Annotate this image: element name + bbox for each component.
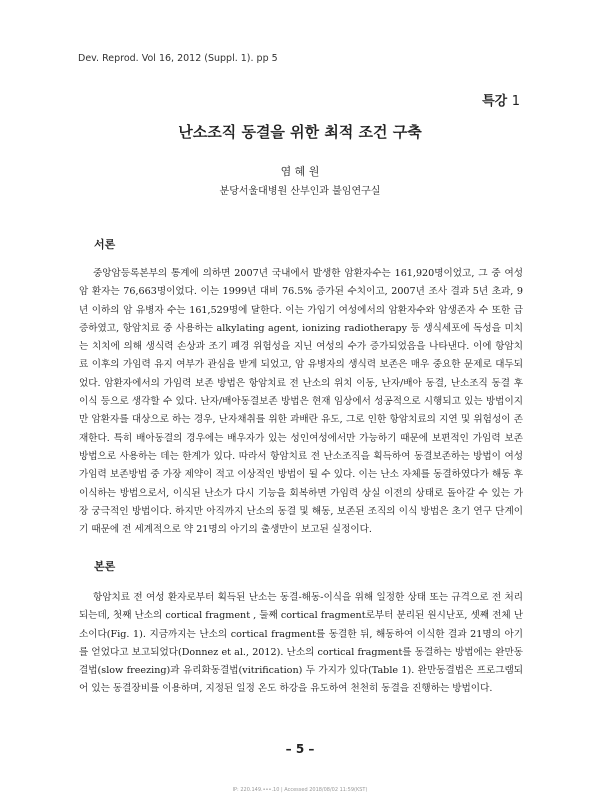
author-affiliation: 분당서울대병원 산부인과 불임연구실 bbox=[219, 186, 381, 197]
running-head: Dev. Reprod. Vol 16, 2012 (Suppl. 1). pp 5 bbox=[78, 53, 278, 64]
lecture-label-text: 특강 bbox=[482, 94, 508, 109]
page-title: 난소조직 동결을 위한 최적 조건 구축 bbox=[178, 123, 422, 141]
section-body-introduction: 중앙암등록본부의 통계에 의하면 2007년 국내에서 발생한 암환자수는 161,920명이었고, 그 중 여성암 환자는 76,663명이었다. 이는 1999년 대비 76.5% 증가된 수치이고, 2007년 조사 결과 5년 초과, 9년 이하의 암 유병자 수는 161,529명에 달한다. 이는 가임기 여성에서의 암환자수와 암생존자 수 또한 급증하였고, 항암치료 중 사용하는 alkylating agent, ionizing radiotherapy 등 생식세포에 독성을 미치는 치치에 의해 생식력 손상과 조기 폐경 위험성을 지닌 여성의 수가 증가되었음을 나타낸다. 이에 항암치료 이후의 가임력 유지 여부가 관심을 받게 되었고, 암 유병자의 생식력 보존은 매우 중요한 문제로 대두되었다. 암환자에서의 가임력 보존 방법은 항암치료 전 난소의 위치 이동, 난자/배아 동결, 난소조직 동결 후 이식 등으로 생각할 수 있다. 난자/배아동결보존 방법은 현재 임상에서 성공적으로 시행되고 있는 방법이지만 암환자를 대상으로 하는 경우, 난자채취를 위한 과배란 유도, 그로 인한 항암치료의 지연 및 위험성이 존재한다. 특히 배아동결의 경우에는 배우자가 있는 성인여성에서만 가능하기 때문에 보편적인 가임력 보존 방법으로 사용하는 데는 한계가 있다. 따라서 항암치료 전 난소조직을 획득하여 동결보존하는 방법이 여성 가임력 보존방법 중 가장 제약이 적고 이상적인 방법이 될 수 있다. 이는 난소 자체를 동결하였다가 해동 후 이식하는 방법으로서, 이식된 난소가 다시 기능을 회복하면 가임력 상실 이전의 상태로 돌아갈 수 있는 가장 궁극적인 방법이다. 하지만 아직까지 난소의 동결 및 해동, 보존된 조직의 이식 방법은 초기 연구 단계이기 때문에 전 세계적으로 약 21명의 아기의 출생만이 보고된 실정이다. bbox=[79, 268, 523, 536]
section-body-main: 항암치료 전 여성 환자로부터 획득된 난소는 동결-해동-이식을 위해 일정한 상태 또는 규격으로 전 처리되는데, 첫째 난소의 cortical fragment , 둘째 cortical fragment로부터 분리된 원시난포, 셋째 전체 난소이다(Fig. 1). 지금까지는 난소의 cortical fragment를 동결한 뒤, 해동하여 이식한 결과 21명의 아기를 얻었다고 보고되었다(Donnez et al., 2012). 난소의 cortical fragment를 동결하는 방법에는 완만동결법(slow freezing)과 유리화동결법(vitrification) 두 가지가 있다(Table 1). 완만동결법은 프로그램되어 있는 동결장비를 이용하며, 지정된 일정 온도 하강을 유도하여 천천히 동결을 진행하는 방법이다. bbox=[79, 592, 523, 695]
page-number: – 5 – bbox=[285, 742, 315, 756]
lecture-number: 1 bbox=[511, 94, 520, 109]
section-heading-main: 본론 bbox=[94, 560, 116, 573]
lecture-label bbox=[482, 90, 520, 109]
author-name: 염 혜 원 bbox=[280, 165, 320, 178]
section-heading-introduction: 서론 bbox=[94, 238, 116, 251]
access-footer: IP: 220.149.•••.10 | Accessed 2018/08/02 11:59(KST) bbox=[232, 787, 368, 793]
